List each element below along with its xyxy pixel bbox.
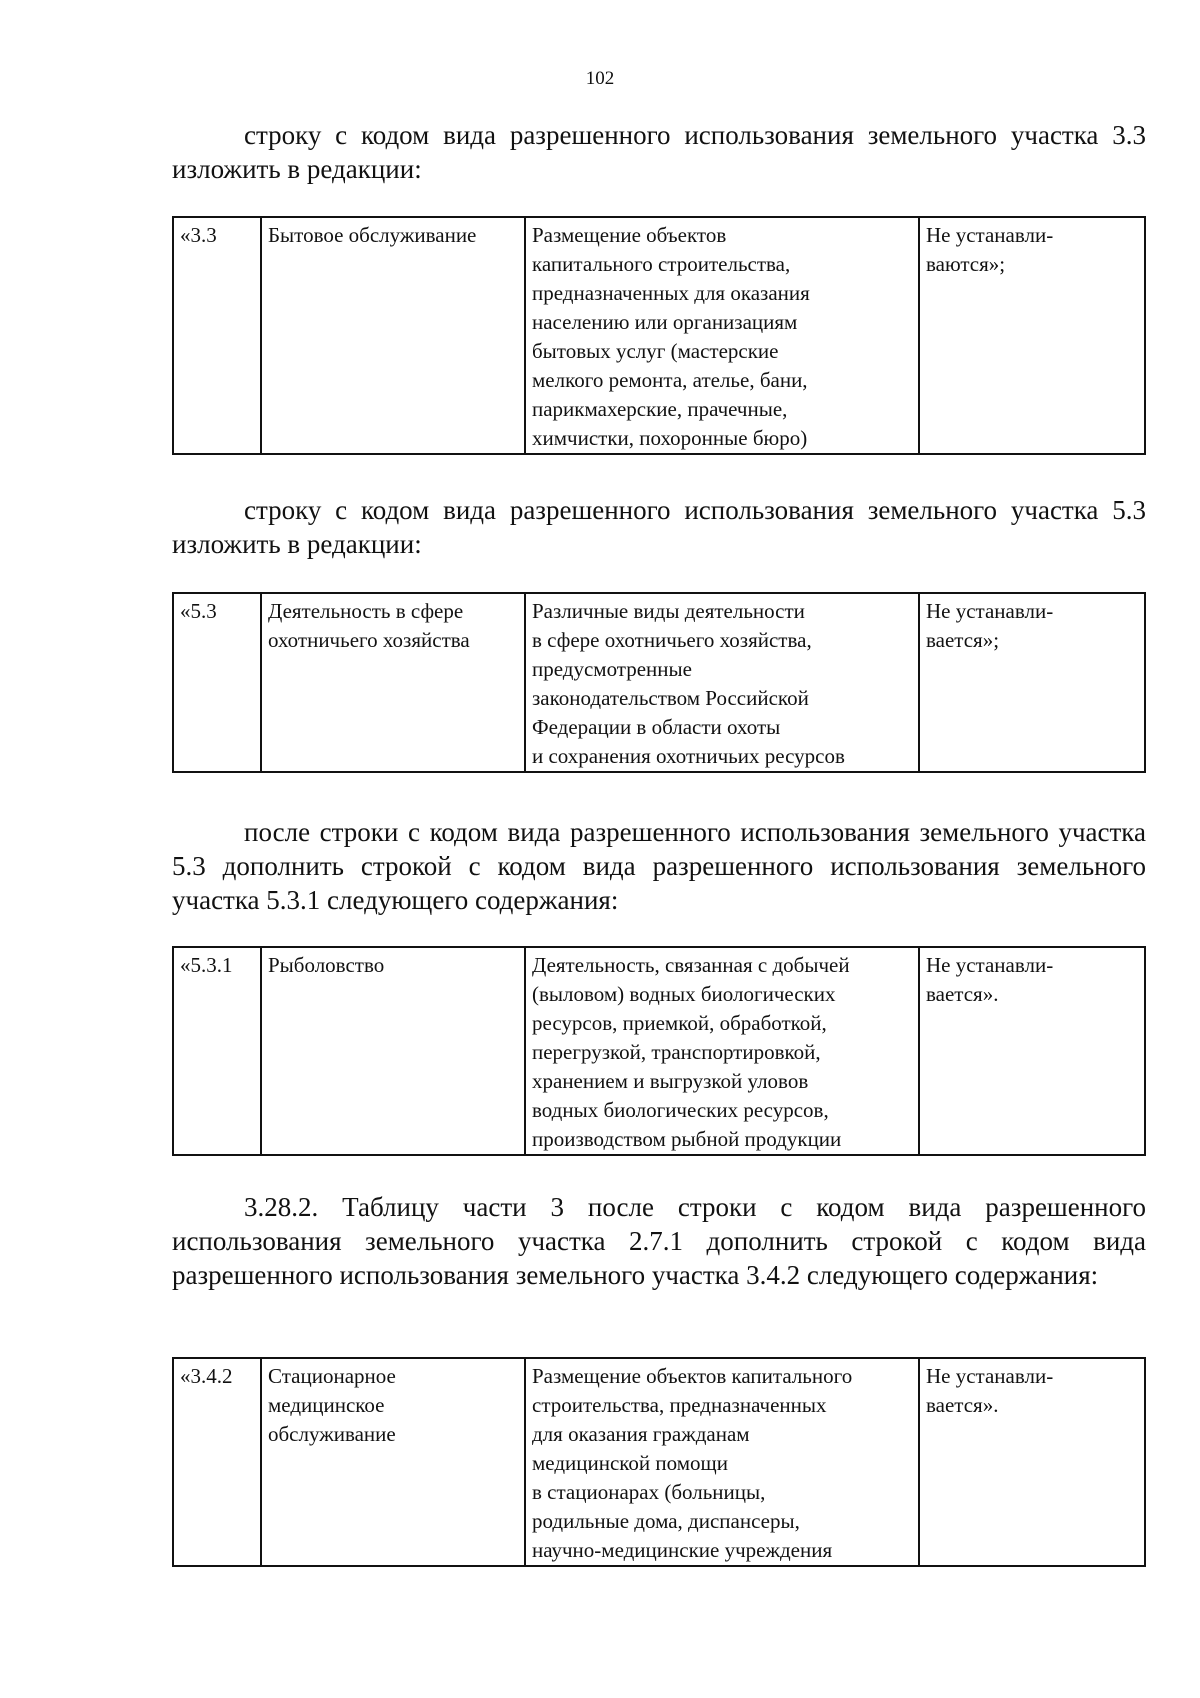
name-cell (261, 1358, 525, 1566)
description-line: мелкого ремонта, ателье, бани, (532, 368, 808, 392)
name-line: Деятельность в сфере (268, 599, 464, 623)
table-row-5-3 (172, 592, 1146, 773)
description-line: ресурсов, приемкой, обработкой, (532, 1011, 827, 1035)
paragraph-4: 3.28.2. Таблицу части 3 после строки с кодом вида разрешенного использования земельного участка 2.7.1 дополнить строкой с кодом вида разрешенного использования земельного участка 3.4.2 следующего содержания: (172, 1192, 1146, 1290)
page-number: 102 (585, 68, 615, 89)
table-row (173, 217, 1145, 454)
name-line: Стационарное (268, 1364, 396, 1388)
description-line: бытовых услуг (мастерские (532, 339, 779, 363)
limit-line: вается». (926, 1393, 999, 1417)
table-row-3-4-2 (172, 1357, 1146, 1567)
limit-cell (919, 947, 1145, 1155)
description-line: Размещение объектов капитального (532, 1364, 853, 1388)
description-line: для оказания гражданам (532, 1422, 750, 1446)
table-row-5-3-1 (172, 946, 1146, 1156)
description-line: производством рыбной продукции (532, 1127, 842, 1151)
name-line: Рыболовство (268, 953, 385, 977)
limit-line: Не устанавли- (926, 223, 1054, 247)
name-cell (261, 947, 525, 1155)
paragraph-3: после строки с кодом вида разрешенного использования земельного участка 5.3 дополнить строкой с кодом вида разрешенного использования земельного участка 5.3.1 следующего содержания: (172, 817, 1146, 915)
limit-cell (919, 1358, 1145, 1566)
description-line: хранением и выгрузкой уловов (532, 1069, 809, 1093)
description-cell (525, 593, 919, 772)
table-row (173, 1358, 1145, 1566)
paragraph-2: строку с кодом вида разрешенного использования земельного участка 5.3 изложить в редакции: (172, 495, 1146, 559)
description-line: родильные дома, диспансеры, (532, 1509, 800, 1533)
description-cell (525, 217, 919, 454)
limit-line: Не устанавли- (926, 599, 1054, 623)
limit-line: вается»; (926, 628, 1000, 652)
description-line: капитального строительства, (532, 252, 791, 276)
description-line: и сохранения охотничьих ресурсов (532, 744, 845, 768)
description-line: предназначенных для оказания (532, 281, 810, 305)
limit-line: ваются»; (926, 252, 1006, 276)
description-line: химчистки, похоронные бюро) (532, 426, 808, 450)
description-line: Деятельность, связанная с добычей (532, 953, 850, 977)
description-line: в стационарах (больницы, (532, 1480, 766, 1504)
description-line: научно-медицинские учреждения (532, 1538, 833, 1562)
limit-cell (919, 593, 1145, 772)
description-line: Различные виды деятельности (532, 599, 805, 623)
description-cell (525, 1358, 919, 1566)
description-line: перегрузкой, транспортировкой, (532, 1040, 821, 1064)
description-line: законодательством Российской (532, 686, 809, 710)
limit-cell (919, 217, 1145, 454)
table-row (173, 947, 1145, 1155)
description-line: предусмотренные (532, 657, 692, 681)
table-row-3-3 (172, 216, 1146, 455)
code-cell: «3.3 (173, 217, 261, 454)
name-line: медицинское (268, 1393, 385, 1417)
name-cell (261, 217, 525, 454)
description-line: Размещение объектов (532, 223, 727, 247)
name-line: охотничьего хозяйства (268, 628, 470, 652)
limit-line: Не устанавли- (926, 1364, 1054, 1388)
code-cell: «5.3.1 (173, 947, 261, 1155)
description-line: водных биологических ресурсов, (532, 1098, 829, 1122)
description-line: населению или организациям (532, 310, 798, 334)
description-line: строительства, предназначенных (532, 1393, 827, 1417)
description-line: парикмахерские, прачечные, (532, 397, 788, 421)
code-cell: «5.3 (173, 593, 261, 772)
description-cell (525, 947, 919, 1155)
table-row (173, 593, 1145, 772)
description-line: Федерации в области охоты (532, 715, 781, 739)
name-cell (261, 593, 525, 772)
name-line: обслуживание (268, 1422, 396, 1446)
description-line: медицинской помощи (532, 1451, 728, 1475)
description-line: (выловом) водных биологических (532, 982, 836, 1006)
code-cell: «3.4.2 (173, 1358, 261, 1566)
limit-line: вается». (926, 982, 999, 1006)
description-line: в сфере охотничьего хозяйства, (532, 628, 812, 652)
name-line: Бытовое обслуживание (268, 223, 477, 247)
paragraph-1: строку с кодом вида разрешенного использования земельного участка 3.3 изложить в редакции: (172, 120, 1146, 184)
limit-line: Не устанавли- (926, 953, 1054, 977)
